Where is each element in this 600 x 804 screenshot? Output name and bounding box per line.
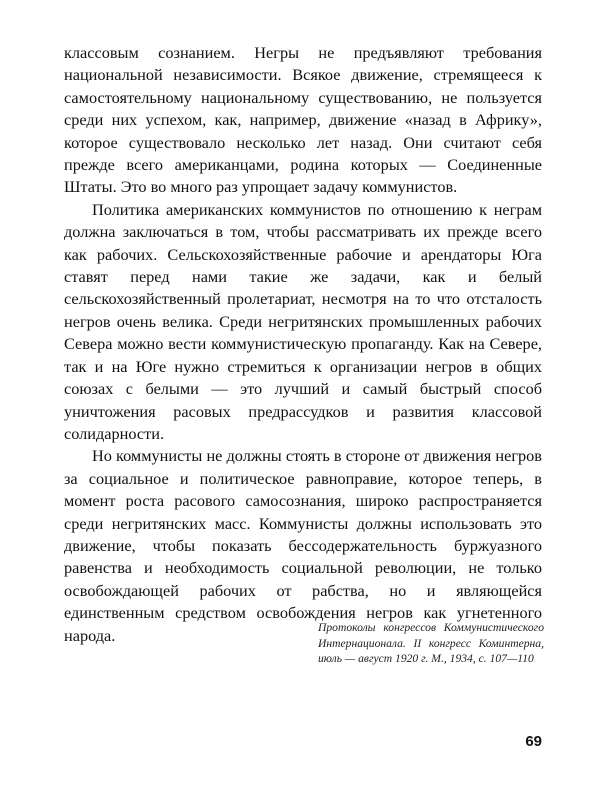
body-text	[64, 42, 542, 647]
paragraph-2: Политика американских коммунистов по отношению к неграм должна заключаться в том, чтобы рассматривать их прежде всего как рабочих. Сельскохозяйственные рабочие и арендаторы Юга ставят перед нами такие же задачи, как и белый сельскохозяйственный пролетариат, несмотря на то что отсталость негров очень велика. Среди негритянских промышленных рабочих Севера можно вести коммунистическую пропаганду. Как на Севере, так и на Юге нужно стремиться к организации негров в общих союзах с белыми — это лучший и самый быстрый способ уничтожения расовых предрассудков и развития классовой солидарности.	[64, 199, 542, 443]
source-citation: Протоколы конгрессов Коммунистического Интернационала. II конгресс Коминтерна, июль — август 1920 г. М., 1934, с. 107—110	[318, 621, 544, 665]
paragraph-3: Но коммунисты не должны стоять в стороне от движения негров за социальное и политическое равноправие, которое теперь, в момент роста расового самосознания, широко распространяется среди негритянских масс. Коммунисты должны использовать это движение, чтобы показать бессодержательность буржуазного равенства и необходимость социальной революции, не только освобождающей рабочих от рабства, но и являющейся единственным средством освобождения негров как угнетенного народа.	[64, 446, 542, 645]
paragraph-1: классовым сознанием. Негры не предъявляют требования национальной независимости. Всякое движение, стремящееся к самостоятельному национальному существованию, не пользуется среди них успехом, как, например, движение «назад в Африку», которое существовало несколько лет назад. Они считают себя прежде всего американцами, родина которых — Соединенные Штаты. Это во много раз упрощает задачу коммунистов.	[64, 43, 542, 197]
page-number: 69	[525, 733, 542, 750]
